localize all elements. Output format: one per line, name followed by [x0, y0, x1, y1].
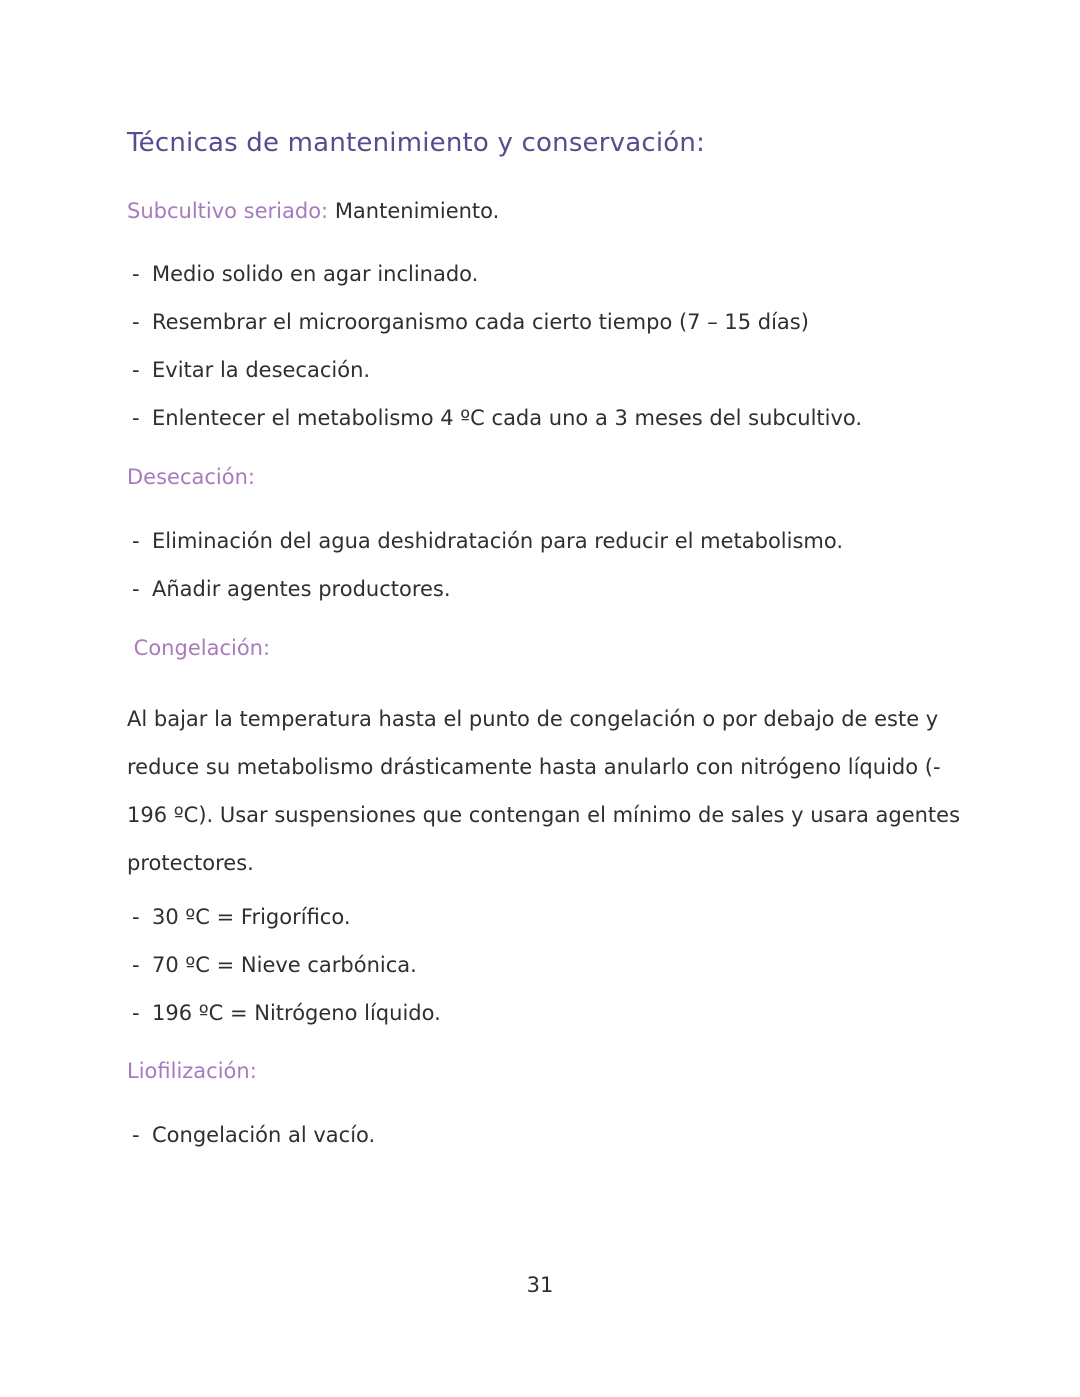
congelacion-list	[132, 903, 441, 1047]
liofilizacion-heading-label: Liofilización:	[127, 1059, 257, 1083]
list-item: - Eliminación del agua deshidratación para reducir el metabolismo.	[132, 529, 844, 553]
desecacion-heading-label: Desecación:	[127, 465, 255, 489]
list-item: - 30 ºC = Frigorífico.	[132, 905, 351, 929]
page-title: Técnicas de mantenimiento y conservación:	[127, 128, 706, 158]
list-item: - Añadir agentes productores.	[132, 577, 451, 601]
list-item: - Congelación al vacío.	[132, 1123, 376, 1147]
subcultivo-heading	[127, 199, 499, 223]
congelacion-paragraph: Al bajar la temperatura hasta el punto de congelación o por debajo de este y reduce su metabolismo drásticamente hasta anularlo con nitrógeno líquido (- 196 ºC). Usar suspensiones que contengan el mínimo de sales y usara agentes protectores.	[127, 707, 961, 875]
list-item: - Evitar la desecación.	[132, 358, 371, 382]
liofilizacion-list	[132, 1121, 375, 1169]
list-item: - Medio solido en agar inclinado.	[132, 262, 479, 286]
subcultivo-heading-label: Subcultivo seriado:	[127, 199, 329, 223]
list-item: - 70 ºC = Nieve carbónica.	[132, 953, 417, 977]
list-item: - Resembrar el microorganismo cada cierto tiempo (7 – 15 días)	[132, 310, 809, 334]
liofilizacion-heading	[127, 1059, 257, 1083]
desecacion-list	[132, 527, 843, 623]
subcultivo-heading-rest: Mantenimiento.	[328, 199, 500, 223]
list-item: - 196 ºC = Nitrógeno líquido.	[132, 1001, 441, 1025]
subcultivo-list	[132, 260, 862, 452]
congelacion-heading	[127, 636, 270, 660]
desecacion-heading	[127, 465, 255, 489]
page-number: 31	[526, 1273, 554, 1297]
list-item: - Enlentecer el metabolismo 4 ºC cada uno a 3 meses del subcultivo.	[132, 406, 863, 430]
congelacion-heading-label: Congelación:	[127, 636, 271, 660]
